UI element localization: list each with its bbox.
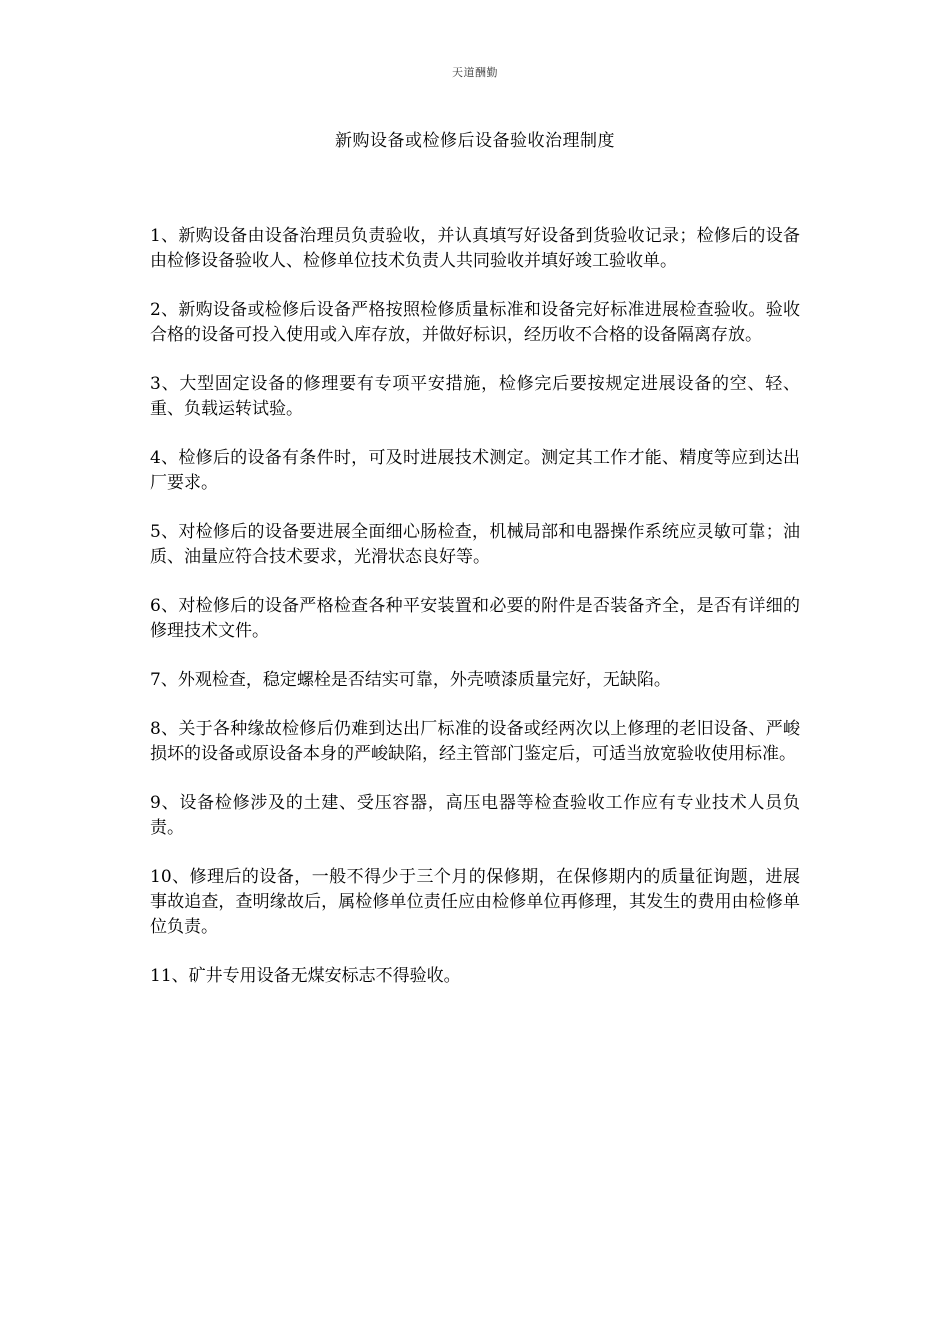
paragraph-4: 4、检修后的设备有条件时，可及时进展技术测定。测定其工作才能、精度等应到达出厂要求。 bbox=[150, 448, 800, 493]
paragraph-3: 3、大型固定设备的修理要有专项平安措施，检修完后要按规定进展设备的空、轻、重、负载运转试验。 bbox=[150, 374, 800, 419]
document-body bbox=[150, 224, 800, 1013]
paragraph-5: 5、对检修后的设备要进展全面细心肠检查，机械局部和电器操作系统应灵敏可靠；油质、油量应符合技术要求，光滑状态良好等。 bbox=[150, 522, 800, 567]
paragraph-1: 1、新购设备由设备治理员负责验收，并认真填写好设备到货验收记录；检修后的设备由检修设备验收人、检修单位技术负责人共同验收并填好竣工验收单。 bbox=[150, 226, 800, 271]
paragraph-10: 10、修理后的设备，一般不得少于三个月的保修期，在保修期内的质量征询题，进展事故追查，查明缘故后，属检修单位责任应由检修单位再修理，其发生的费用由检修单位负责。 bbox=[150, 867, 800, 937]
paragraph-9: 9、设备检修涉及的土建、受压容器，高压电器等检查验收工作应有专业技术人员负责。 bbox=[150, 793, 800, 838]
paragraph-8: 8、关于各种缘故检修后仍难到达出厂标准的设备或经两次以上修理的老旧设备、严峻损坏的设备或原设备本身的严峻缺陷，经主管部门鉴定后，可适当放宽验收使用标准。 bbox=[150, 719, 800, 764]
paragraph-2: 2、新购设备或检修后设备严格按照检修质量标准和设备完好标准进展检查验收。验收合格的设备可投入使用或入库存放，并做好标识，经历收不合格的设备隔离存放。 bbox=[150, 300, 800, 345]
document-title: 新购设备或检修后设备验收治理制度 bbox=[335, 131, 615, 151]
page-header: 天道酬勤 bbox=[452, 66, 498, 79]
paragraph-11: 11、矿井专用设备无煤安标志不得验收。 bbox=[150, 966, 461, 986]
paragraph-7: 7、外观检查，稳定螺栓是否结实可靠，外壳喷漆质量完好，无缺陷。 bbox=[150, 670, 671, 690]
paragraph-6: 6、对检修后的设备严格检查各种平安装置和必要的附件是否装备齐全，是否有详细的修理技术文件。 bbox=[150, 596, 800, 641]
